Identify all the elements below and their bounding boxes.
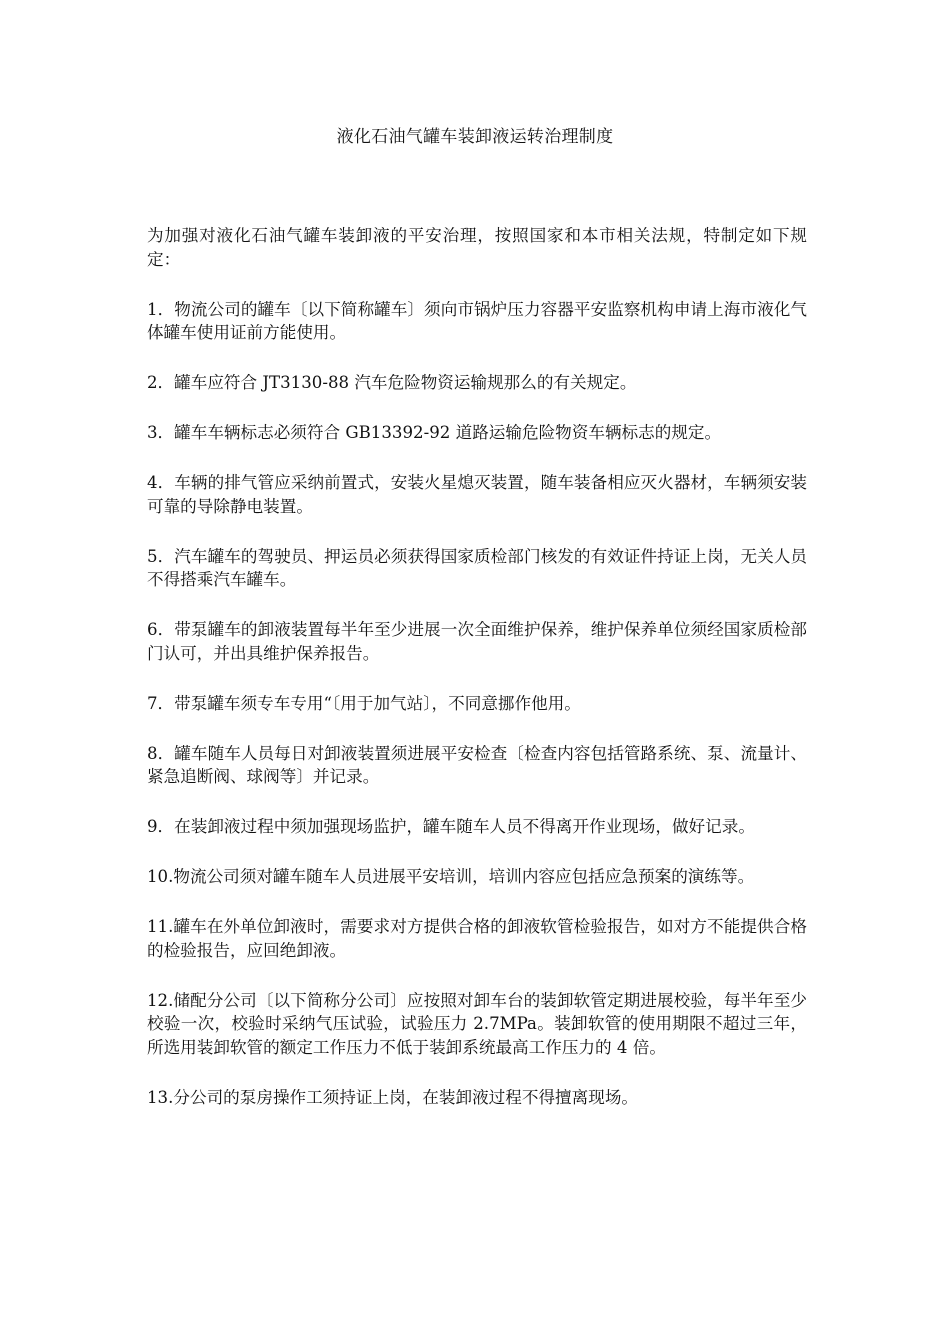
rule-item-3: 3．罐车车辆标志必须符合 GB13392-92 道路运输危险物资车辆标志的规定。 bbox=[147, 423, 722, 442]
document-body bbox=[147, 224, 807, 1136]
rule-item-6: 6．带泵罐车的卸液装置每半年至少进展一次全面维护保养，维护保养单位须经国家质检部门认可，并出具维护保养报告。 bbox=[147, 620, 807, 663]
rule-item-2: 2．罐车应符合 JT3130-88 汽车危险物资运输规那么的有关规定。 bbox=[147, 373, 637, 392]
rule-item-13: 13.分公司的泵房操作工须持证上岗，在装卸液过程不得擅离现场。 bbox=[147, 1087, 639, 1107]
document-title: 液化石油气罐车装卸液运转治理制度 bbox=[336, 127, 614, 147]
rule-item-1: 1．物流公司的罐车〔以下简称罐车〕须向市锅炉压力容器平安监察机构申请上海市液化气体罐车使用证前方能使用。 bbox=[147, 299, 807, 342]
rule-item-8: 8．罐车随车人员每日对卸液装置须进展平安检查〔检查内容包括管路系统、泵、流量计、紧急追断阀、球阀等〕并记录。 bbox=[147, 743, 807, 786]
rule-item-9: 9．在装卸液过程中须加强现场监护，罐车随车人员不得离开作业现场，做好记录。 bbox=[147, 817, 755, 836]
intro-paragraph: 为加强对液化石油气罐车装卸液的平安治理，按照国家和本市相关法规，特制定如下规定： bbox=[147, 226, 807, 269]
rule-item-12: 12.储配分公司〔以下简称分公司〕应按照对卸车台的装卸软管定期进展校验，每半年至少校验一次，校验时采纳气压试验，试验压力 2.7MPa。装卸软管的使用期限不超过三年，所选用装卸软管的额定工作压力不低于装卸系统最高工作压力的 4 倍。 bbox=[147, 990, 807, 1057]
rule-item-11: 11.罐车在外单位卸液时，需要求对方提供合格的卸液软管检验报告，如对方不能提供合格的检验报告，应回绝卸液。 bbox=[147, 917, 807, 960]
rule-item-5: 5．汽车罐车的驾驶员、押运员必须获得国家质检部门核发的有效证件持证上岗，无关人员不得搭乘汽车罐车。 bbox=[147, 546, 807, 589]
rule-item-10: 10.物流公司须对罐车随车人员进展平安培训，培训内容应包括应急预案的演练等。 bbox=[147, 867, 755, 886]
rule-item-7: 7．带泵罐车须专车专用“〔用于加气站〕，不同意挪作他用。 bbox=[147, 693, 581, 713]
rule-item-4: 4．车辆的排气管应采纳前置式，安装火星熄灭装置，随车装备相应灭火器材，车辆须安装可靠的导除静电装置。 bbox=[147, 473, 807, 516]
